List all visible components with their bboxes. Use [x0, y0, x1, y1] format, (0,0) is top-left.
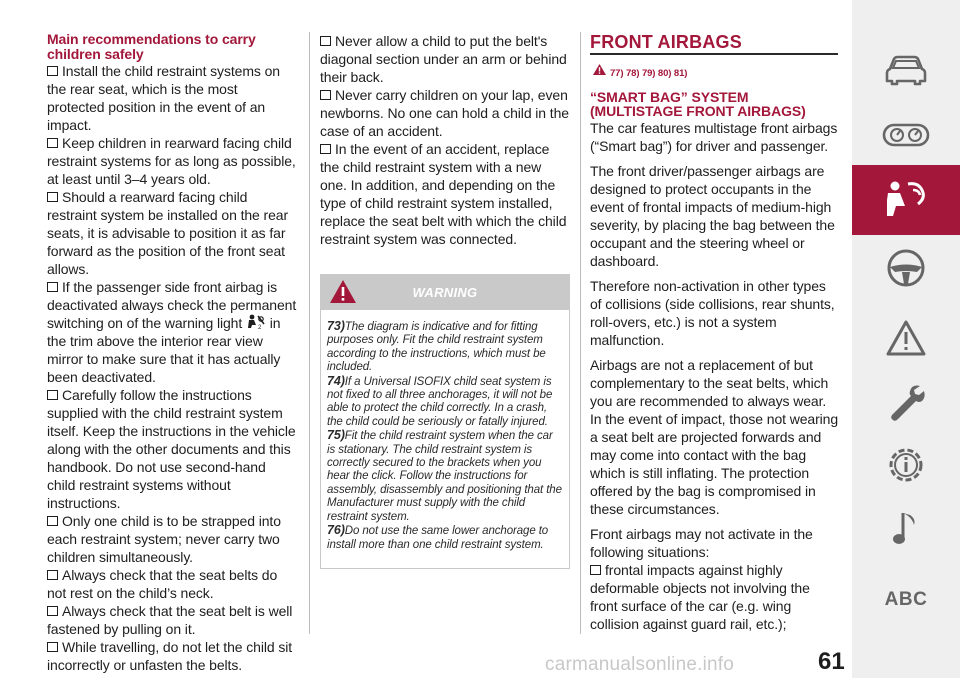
bullet-item: Only one child is to be strapped into each restraint system; never carry two children simultaneously. — [47, 513, 281, 565]
checkbox-square-icon — [320, 36, 331, 46]
column-1 — [47, 32, 297, 674]
column-2 — [320, 32, 570, 569]
bullet-item: Keep children in rearward facing child restraint systems for as long as possible, at least until 3–4 years old. — [47, 135, 296, 187]
column-3 — [590, 32, 840, 633]
bullet-item: Always check that the seat belt is well fastened by pulling on it. — [47, 603, 293, 637]
section-heading-children: Main recommendations to carry children safely — [47, 31, 256, 62]
warning-item: 74)If a Universal ISOFIX child seat system is not fixed to all three anchorages, it will not be able to protect the child correctly. In a crash, the child could be seriously or fatally injured. — [327, 373, 553, 428]
chapter-sidebar — [852, 0, 960, 678]
sidebar-item-car[interactable] — [852, 35, 960, 105]
column-divider — [309, 32, 310, 634]
bullet-item: Carefully follow the instructions supplied with the child restraint system itself. Keep the instructions in the vehicle along with the other documents and this handbook. Do not use second-hand child restraint systems without instructions. — [47, 387, 296, 511]
checkbox-square-icon — [590, 565, 601, 575]
checkbox-square-icon — [47, 642, 58, 652]
warning-header — [320, 274, 570, 310]
bullet-item: frontal impacts against highly deformable objects not involving the front surface of the car (e.g. wing collision against guard rail, etc.); — [590, 561, 810, 632]
bullet-item: Should a rearward facing child restraint system be installed on the rear seats, it is advisable to position it as far forward as the position of the front seat allows. — [47, 189, 289, 277]
sidebar-item-multimedia[interactable] — [852, 494, 960, 564]
paragraph: Front airbags may not activate in the following situations: — [590, 525, 813, 560]
car-icon — [884, 53, 928, 87]
small-warning-triangle-icon — [592, 63, 607, 76]
section-title-front-airbags: FRONT AIRBAGS — [590, 32, 742, 52]
checkbox-square-icon — [47, 66, 58, 76]
page-number: 61 — [818, 648, 845, 675]
paragraph: Therefore non-activation in other types of collisions (side collisions, rear shunts, roll-overs, etc.) is not a system malfunction. — [590, 277, 835, 348]
paragraph: Airbags are not a replacement of but complementary to the seat belts, which you are recommended to always wear. In the event of impact, those not wearing a seat belt are projected forwards and may come into contact with the bag which is still inflating. The protection offered by the bag is compromised in these circumstances. — [590, 356, 839, 517]
settings-info-icon — [885, 444, 927, 486]
checkbox-square-icon — [47, 570, 58, 580]
checkbox-square-icon — [47, 390, 58, 400]
checkbox-square-icon — [320, 90, 331, 100]
sidebar-item-maintenance[interactable] — [852, 368, 960, 438]
music-note-icon — [890, 509, 922, 549]
paragraph: The car features multistage front airbags (“Smart bag”) for driver and passenger. — [590, 119, 838, 154]
bullet-item: In the event of an accident, replace the child restraint system with a new one. In addition, and depending on the type of child restraint system installed, replace the seat belt with which the child restraint system was connected. — [320, 141, 567, 247]
warning-item: 73)The diagram is indicative and for fitting purposes only. Fit the child restraint system according to the instructions, which must be included. — [327, 319, 546, 374]
warning-item: 76)Do not use the same lower anchorage to install more than one child restraint system. — [327, 523, 549, 551]
bullet-item: Always check that the seat belts do not rest on the child’s neck. — [47, 567, 278, 601]
svg-text:2: 2 — [257, 325, 262, 330]
warning-references: 77) 78) 79) 80) 81) — [590, 63, 840, 79]
checkbox-square-icon — [47, 138, 58, 148]
sidebar-item-warnings[interactable] — [852, 303, 960, 373]
checkbox-square-icon — [320, 144, 331, 154]
wrench-icon — [886, 382, 926, 424]
checkbox-square-icon — [47, 516, 58, 526]
bullet-item: Install the child restraint systems on the rear seat, which is the most protected position in the event of an impact. — [47, 63, 280, 133]
sidebar-item-dashboard[interactable] — [852, 100, 960, 170]
passenger-airbag-off-icon — [246, 314, 266, 330]
subsection-title-smart-bag: “SMART BAG” SYSTEM (MULTISTAGE FRONT AIRBAGS) — [590, 88, 806, 119]
safety-icon — [882, 180, 930, 220]
bullet-item: Never allow a child to put the belt's diagonal section under an arm or behind their back. — [320, 33, 567, 85]
warning-box — [320, 310, 570, 569]
bullet-item: Never carry children on your lap, even newborns. No one can hold a child in the case of an accident. — [320, 87, 569, 139]
sidebar-item-steering[interactable] — [852, 233, 960, 303]
column-divider — [580, 32, 581, 634]
dashboard-icon — [882, 122, 930, 148]
steering-wheel-icon — [886, 248, 926, 288]
checkbox-square-icon — [47, 606, 58, 616]
paragraph: The front driver/passenger airbags are designed to protect occupants in the event of frontal impacts of medium-high severity, by placing the bag between the occupant and the steering wheel or dashboard. — [590, 162, 835, 269]
title-underline — [590, 53, 838, 55]
watermark-text: carmanualsonline.info — [545, 654, 735, 675]
checkbox-square-icon — [47, 192, 58, 202]
sidebar-item-index[interactable] — [852, 565, 960, 635]
abc-index-label: ABC — [884, 589, 928, 610]
sidebar-item-safety[interactable] — [852, 165, 960, 235]
warning-item: 75)Fit the child restraint system when the car is stationary. The child restraint system is correctly secured to the brackets when you hear the click. Follow the instructions for assembly, disassembly and positioning that the Manufacturer must supply with the child restraint system. — [327, 428, 562, 523]
checkbox-square-icon — [47, 282, 58, 292]
sidebar-item-technical-data[interactable] — [852, 430, 960, 500]
bullet-item: While travelling, do not let the child sit incorrectly or unfasten the belts. — [47, 639, 293, 673]
warning-triangle-icon — [885, 319, 927, 357]
warning-title: WARNING — [412, 285, 478, 300]
bullet-item-airbag-warning-light: If the passenger side front airbag is deactivated always check the permanent switching on of the warning light 2 in the trim above the interior rear view mirror to make sure that it has actually been deactivated. — [47, 279, 297, 385]
